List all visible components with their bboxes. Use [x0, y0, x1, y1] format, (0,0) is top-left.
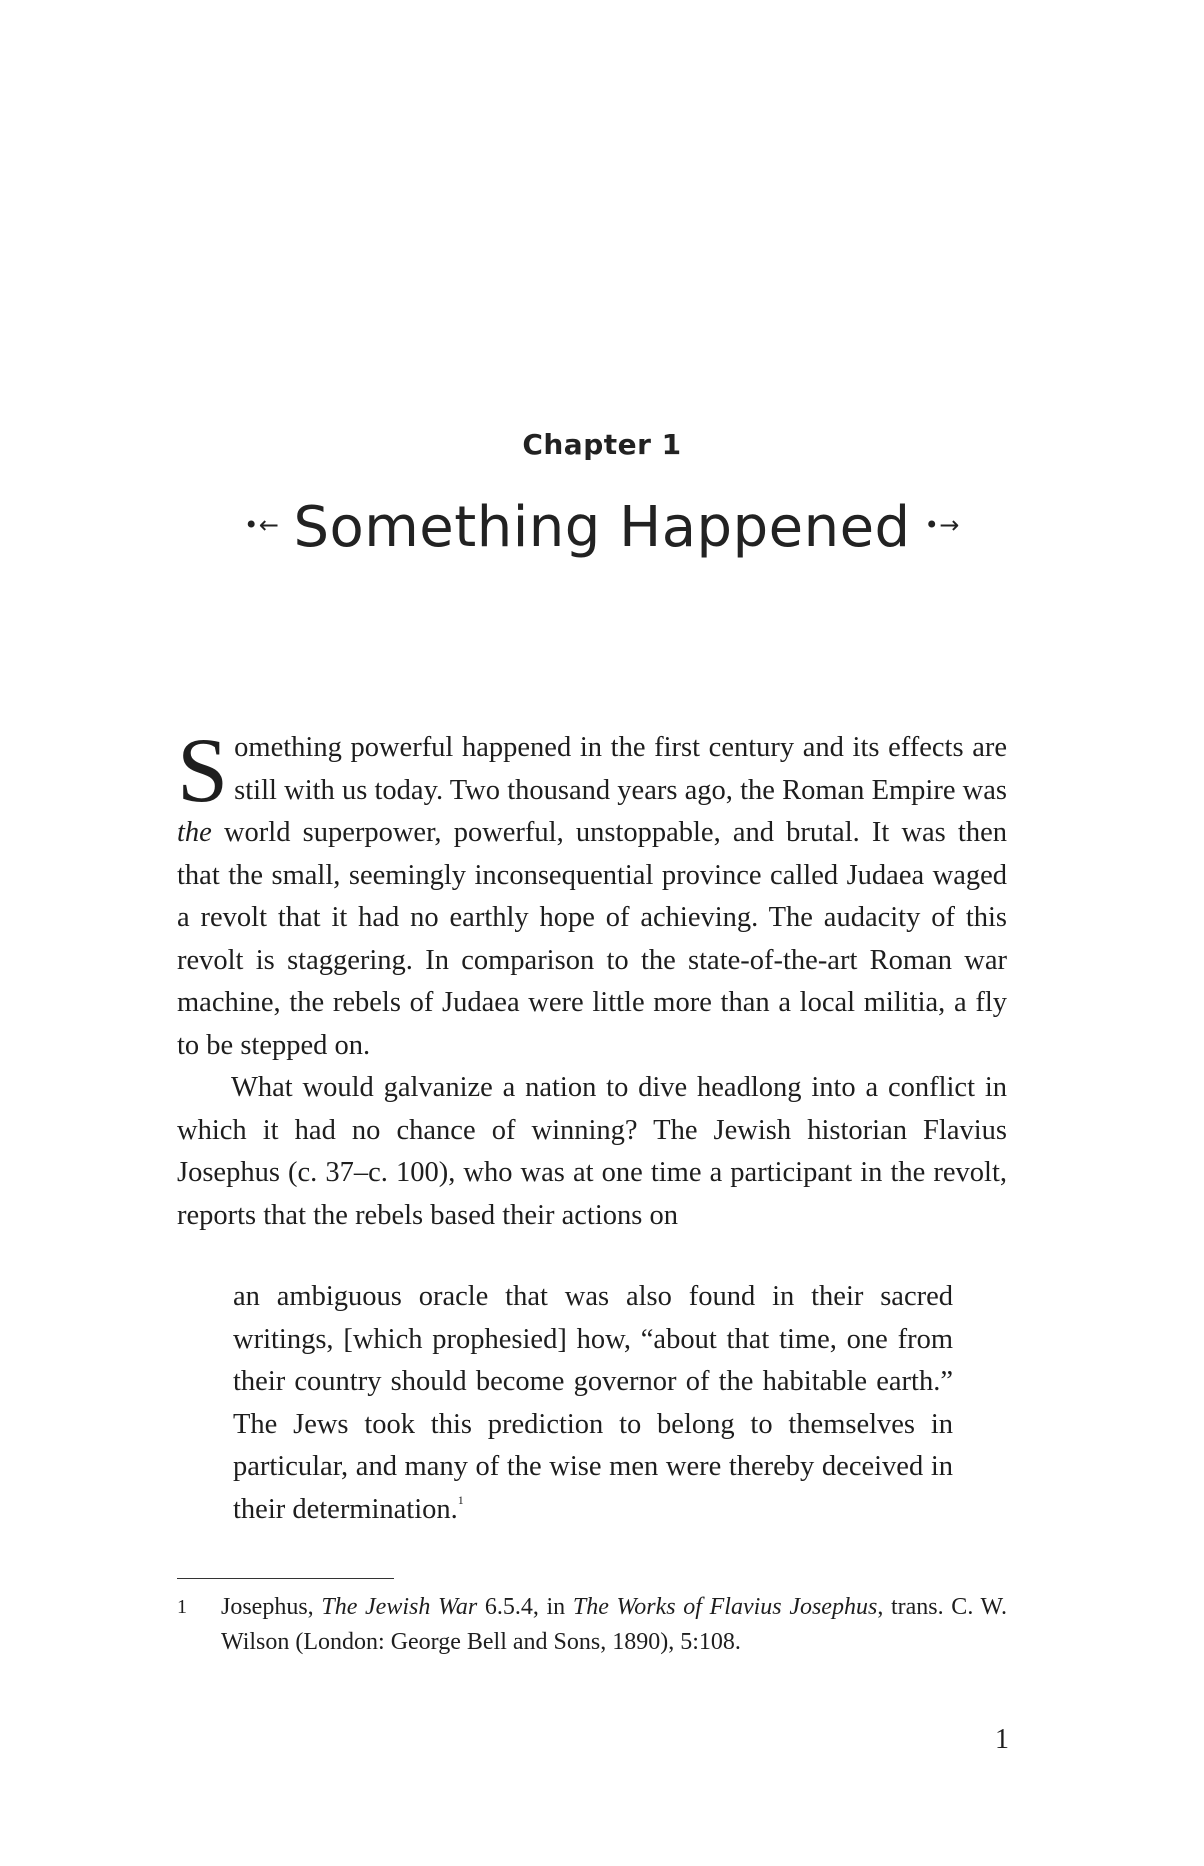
chapter-title — [0, 493, 1204, 566]
block-quote-text — [233, 1276, 953, 1531]
paragraph-1-text-b: world superpower, powerful, unstoppable, and brutal. It was then that the small, seemingly inconsequential province called Judaea waged a revolt that it had no earthly hope of achieving. The audacity of this revolt is staggering. In comparison to the state-of-the-art Roman war machine, the rebels of Judaea were little more than a local militia, a fly to be stepped on. — [177, 817, 1007, 1061]
footnote-text-a: Josephus, — [221, 1594, 322, 1620]
left-ornament-icon: •← — [244, 510, 280, 539]
footnote-text-b: 6.5.4, in — [477, 1594, 573, 1620]
page-number: 1 — [995, 1724, 1009, 1755]
paragraph-1-text-a: omething powerful happened in the first century and its effects are still with us today. Two thousand years ago, the Roman Empire was — [234, 732, 1007, 806]
body-text — [177, 719, 1007, 1237]
footnote-text — [221, 1590, 1007, 1660]
footnote-work-1: The Jewish War — [321, 1594, 478, 1620]
paragraph-2: What would galvanize a nation to dive headlong into a conflict in which it had no chance of winning? The Jewish historian Flavius Josephus (c. 37–c. 100), who was at one time a participant in the revolt, reports that the rebels based their actions on — [177, 1072, 1007, 1231]
block-quote-body: an ambiguous oracle that was also found in their sacred writings, [which prophesied] how, “about that time, one from their country should become governor of the habitable earth.” The Jews took this prediction to belong to themselves in particular, and many of the wise men were thereby deceived in their determination. — [233, 1281, 953, 1525]
drop-cap: S — [177, 719, 229, 821]
footnote — [177, 1590, 1007, 1660]
footnote-text-c: , trans. C. W. Wilson (London: George Bell and Sons, 1890), 5:108. — [221, 1594, 1008, 1655]
right-ornament-icon: •→ — [924, 510, 960, 539]
footnote-work-2: The Works of Flavius Josephus — [572, 1594, 878, 1620]
paragraph-1 — [177, 719, 1007, 1067]
block-quote — [233, 1276, 953, 1531]
paragraph-1-emphasis: the — [177, 817, 212, 848]
chapter-label: Chapter 1 — [522, 428, 682, 461]
footnote-rule — [177, 1578, 394, 1579]
footnote-number: 1 — [177, 1596, 187, 1618]
footnote-reference[interactable]: 1 — [457, 1492, 464, 1507]
chapter-title-text: Something Happened — [293, 495, 911, 560]
